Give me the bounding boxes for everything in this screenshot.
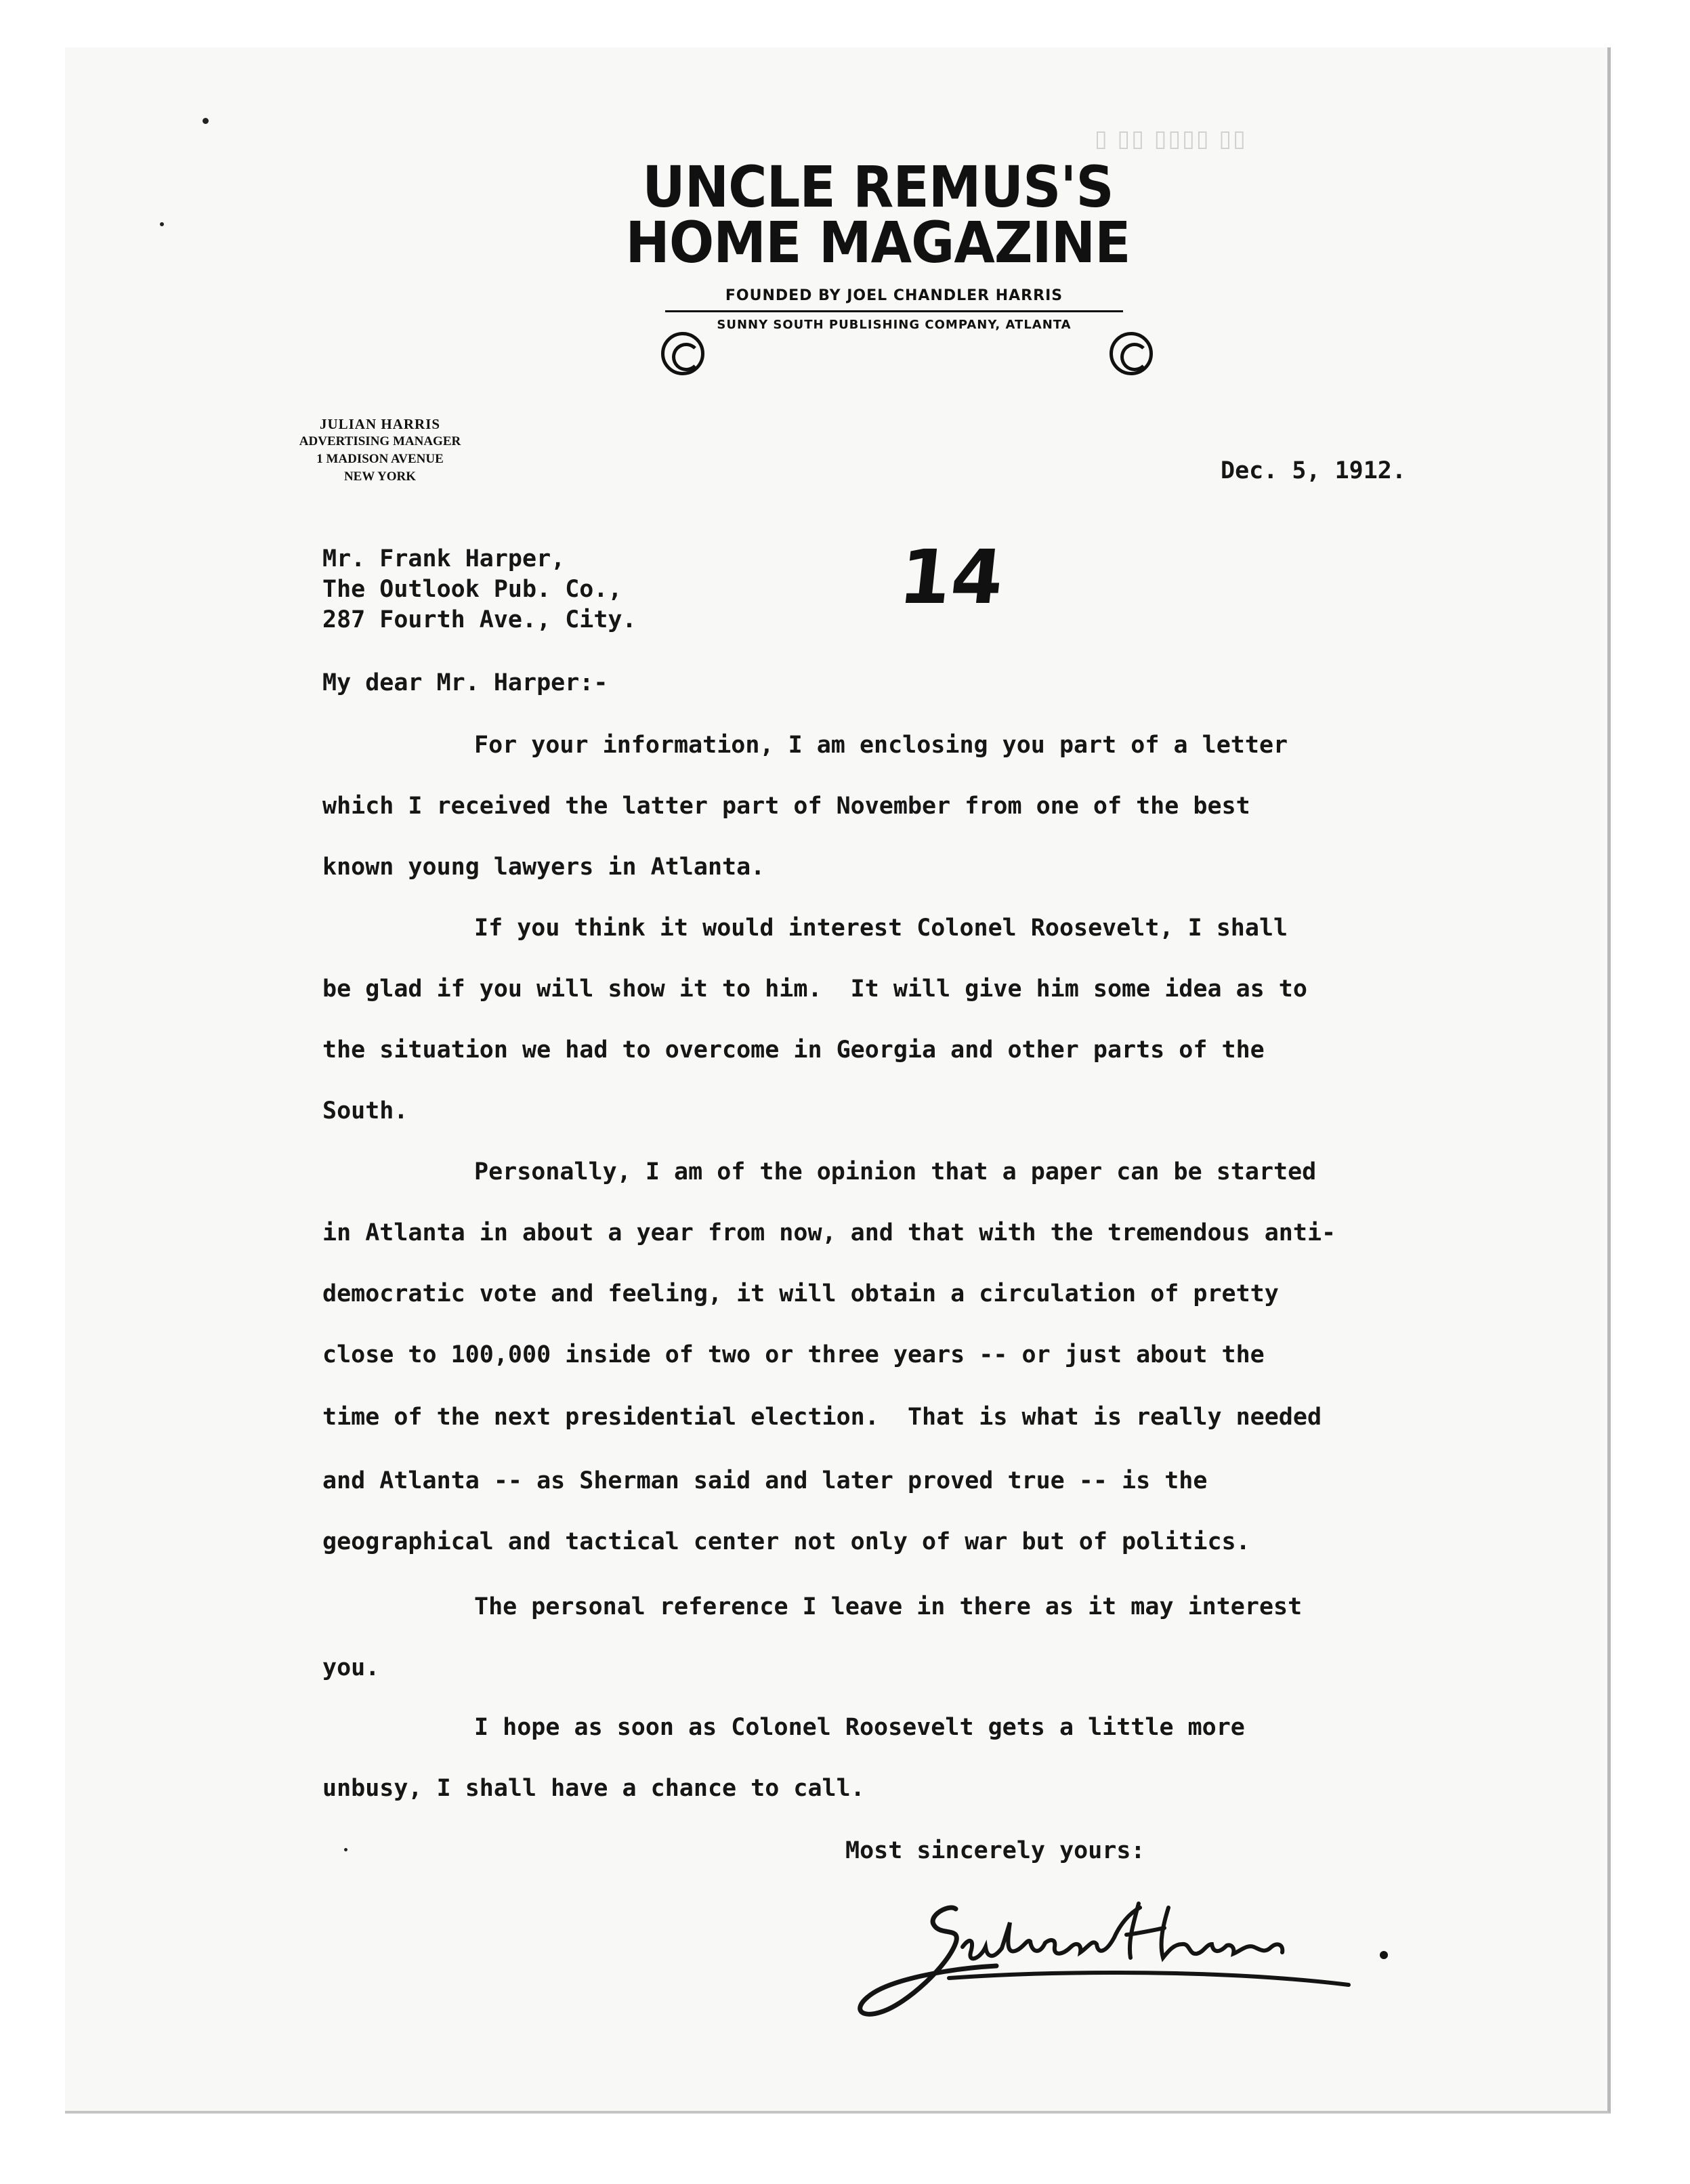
handwritten-page-number: 14 [895,534,1008,621]
emblem-icon [1110,332,1153,375]
body-line: and Atlanta -- as Sherman said and later proved true -- is the [322,1467,1208,1494]
body-line: The personal reference I leave in there as it may interest [474,1593,1303,1620]
recipient-line: 287 Fourth Ave., City. [322,606,637,633]
masthead-line-1: UNCLE REMUS'S [642,154,1114,220]
body-line: democratic vote and feeling, it will obtain a circulation of pretty [322,1280,1279,1307]
masthead [563,154,1193,276]
recipient-line: The Outlook Pub. Co., [322,576,622,603]
body-line: If you think it would interest Colonel Roosevelt, I shall [474,915,1288,942]
body-line: geographical and tactical center not only of war but of politics. [322,1528,1250,1555]
salutation: My dear Mr. Harper:- [322,669,608,696]
body-line: be glad if you will show it to him. It will give him some idea as to [322,975,1307,1003]
body-line: known young lawyers in Atlanta. [322,854,765,881]
masthead-line-2: HOME MAGAZINE [625,209,1131,276]
sender-block [255,415,505,486]
body-line: time of the next presidential election. That is what is really needed [322,1404,1322,1431]
recipient-line: Mr. Frank Harper, [322,545,566,572]
paper-speck [203,118,209,124]
body-line: the situation we had to overcome in Georgia and other parts of the [322,1036,1265,1064]
founded-rule [665,310,1123,312]
sender-title: ADVERTISING MANAGER [299,434,461,448]
sender-city: NEW YORK [343,469,417,484]
founded-line: FOUNDED BY JOEL CHANDLER HARRIS [725,287,1063,304]
publisher-line: SUNNY SOUTH PUBLISHING COMPANY, ATLANTA [717,318,1072,332]
body-line: close to 100,000 inside of two or three years -- or just about the [322,1341,1265,1368]
body-line: unbusy, I shall have a chance to call. [322,1775,865,1802]
sender-address: 1 MADISON AVENUE [316,452,444,466]
emblem-icon [661,332,704,375]
closing: Most sincerely yours: [845,1837,1145,1864]
body-line: in Atlanta in about a year from now, and that with the tremendous anti- [322,1219,1336,1246]
paper-speck [160,222,164,226]
faint-archive-stamp: ▯ ▯▯ ▯▯▯▯ ▯▯ [1095,125,1247,152]
body-line: I hope as soon as Colonel Roosevelt gets a little more [474,1714,1245,1741]
body-line: which I received the latter part of November from one of the best [322,793,1250,820]
letter-page [65,47,1611,2114]
body-line: you. [322,1654,380,1681]
letter-date: Dec. 5, 1912. [1221,457,1406,484]
paper-speck [344,1848,347,1851]
body-line: South. [322,1097,408,1125]
sender-name: JULIAN HARRIS [319,416,441,432]
signature-icon [847,1876,1403,2039]
body-line: For your information, I am enclosing you part of a letter [474,732,1288,759]
founded-block [665,285,1123,337]
body-line: Personally, I am of the opinion that a paper can be started [474,1158,1317,1185]
